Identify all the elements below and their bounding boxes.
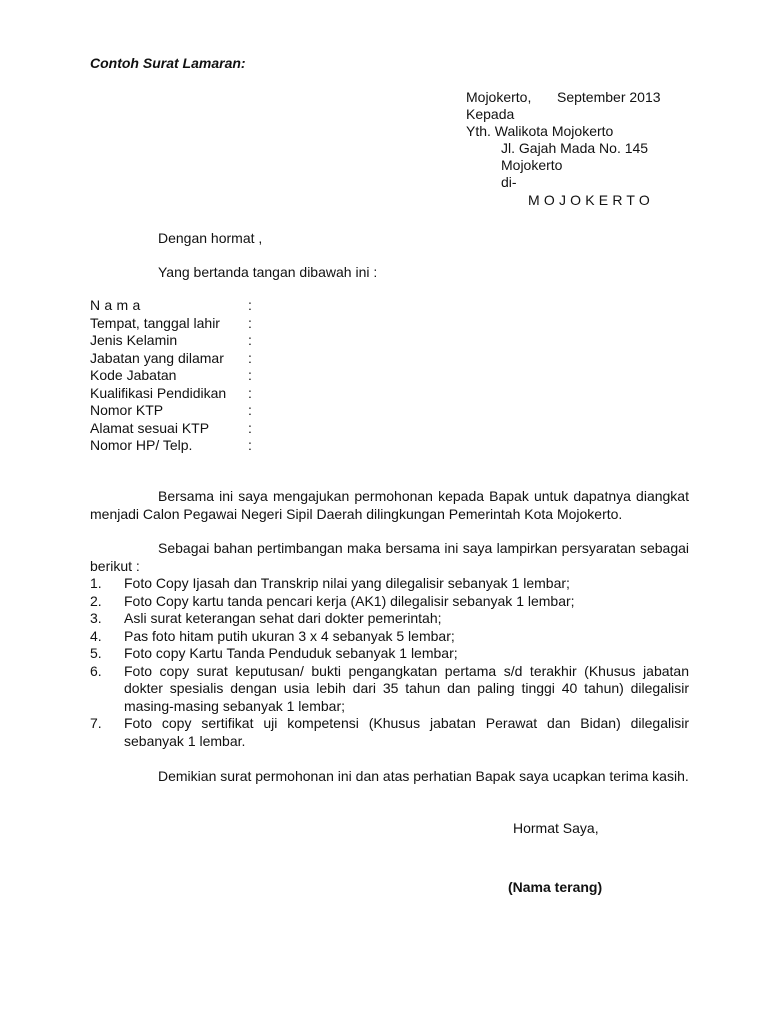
list-text: Foto Copy Ijasah dan Transkrip nilai yang dilegalisir sebanyak 1 lembar;: [124, 575, 570, 591]
field-row-jabatan: [90, 350, 490, 368]
name-placeholder: (Nama terang): [508, 879, 603, 895]
list-item: [90, 593, 689, 611]
to-label: Kepada: [466, 106, 515, 122]
field-colon: :: [248, 437, 252, 453]
requirements-list: [90, 575, 689, 750]
field-colon: :: [248, 419, 252, 436]
letter-date: September 2013: [557, 89, 661, 105]
field-label: Jenis Kelamin: [90, 332, 178, 348]
recipient-city-caps: MOJOKERTO: [528, 192, 654, 208]
field-row-alamat: [90, 420, 490, 438]
field-colon: :: [248, 367, 252, 383]
list-text: Foto copy Kartu Tanda Penduduk sebanyak 1 lembar;: [124, 645, 458, 661]
place-label: Mojokerto,: [466, 89, 532, 105]
list-item: [90, 645, 689, 663]
field-row-nama: [90, 297, 490, 315]
di-label: di-: [501, 174, 517, 190]
list-item: [90, 715, 689, 750]
closing-paragraph: Demikian surat permohonan ini dan atas perhatian Bapak saya ucapkan terima kasih.: [158, 768, 689, 784]
field-label: Kualifikasi Pendidikan: [90, 384, 227, 401]
applicant-fields: [90, 297, 490, 455]
field-label: Tempat, tanggal lahir: [90, 314, 220, 331]
list-text: Pas foto hitam putih ukuran 3 x 4 sebanyak 5 lembar;: [124, 627, 455, 644]
field-label: Nomor HP/ Telp.: [90, 437, 193, 453]
field-label: Nomor KTP: [90, 402, 164, 418]
list-number: 6.: [90, 662, 102, 679]
recipient-city: Mojokerto: [501, 157, 563, 173]
list-number: 1.: [90, 575, 102, 591]
list-text: Asli surat keterangan sehat dari dokter pemerintah;: [124, 610, 442, 626]
body-paragraph-1: Bersama ini saya mengajukan permohonan kepada Bapak untuk dapatnya diangkat menjadi Calon Pegawai Negeri Sipil Daerah dilingkungan Pemerintah Kota Mojokerto.: [90, 488, 689, 522]
field-colon: :: [248, 384, 252, 401]
list-item: [90, 610, 689, 628]
field-row-jenis-kelamin: [90, 332, 490, 350]
greeting: Dengan hormat ,: [158, 230, 263, 246]
address-block: [0, 0, 768, 210]
field-label: Jabatan yang dilamar: [90, 349, 224, 366]
list-item: [90, 628, 689, 646]
list-text: Foto copy sertifikat uji kompetensi (Khusus jabatan Perawat dan Bidan) dilegalisir sebanyak 1 lembar.: [124, 715, 689, 749]
list-text: Foto copy surat keputusan/ bukti pengangkatan pertama s/d terakhir (Khusus jabatan dokter spesialis dengan usia lebih dari 35 tahun dan paling tinggi 40 tahun) dilegalisir masing-masing sebanyak 1 lembar;: [124, 662, 689, 714]
field-row-kualifikasi: [90, 385, 490, 403]
list-number: 4.: [90, 627, 102, 644]
field-row-nomor-ktp: [90, 402, 490, 420]
field-colon: :: [248, 314, 252, 331]
list-number: 2.: [90, 592, 102, 609]
sign-off: Hormat Saya,: [513, 820, 599, 836]
list-number: 5.: [90, 645, 102, 661]
list-item: [90, 663, 689, 716]
intro-line: Yang bertanda tangan dibawah ini :: [158, 264, 378, 280]
field-label: Nama: [90, 297, 145, 313]
letter-heading: Contoh Surat Lamaran:: [90, 55, 246, 71]
field-row-kode-jabatan: [90, 367, 490, 385]
field-colon: :: [248, 349, 252, 366]
field-label: Alamat sesuai KTP: [90, 419, 210, 436]
list-number: 7.: [90, 715, 102, 731]
field-colon: :: [248, 332, 252, 348]
recipient-street: Jl. Gajah Mada No. 145: [501, 140, 649, 156]
list-text: Foto Copy kartu tanda pencari kerja (AK1) dilegalisir sebanyak 1 lembar;: [124, 592, 575, 609]
field-label: Kode Jabatan: [90, 367, 177, 383]
field-row-nomor-hp: [90, 437, 490, 455]
list-number: 3.: [90, 610, 102, 626]
field-colon: :: [248, 297, 252, 313]
field-row-tempat-tanggal-lahir: [90, 315, 490, 333]
field-colon: :: [248, 402, 252, 418]
recipient-name: Yth. Walikota Mojokerto: [466, 123, 614, 139]
list-item: [90, 575, 689, 593]
body-paragraph-2: Sebagai bahan pertimbangan maka bersama ini saya lampirkan persyaratan sebagai berikut :: [90, 540, 689, 574]
